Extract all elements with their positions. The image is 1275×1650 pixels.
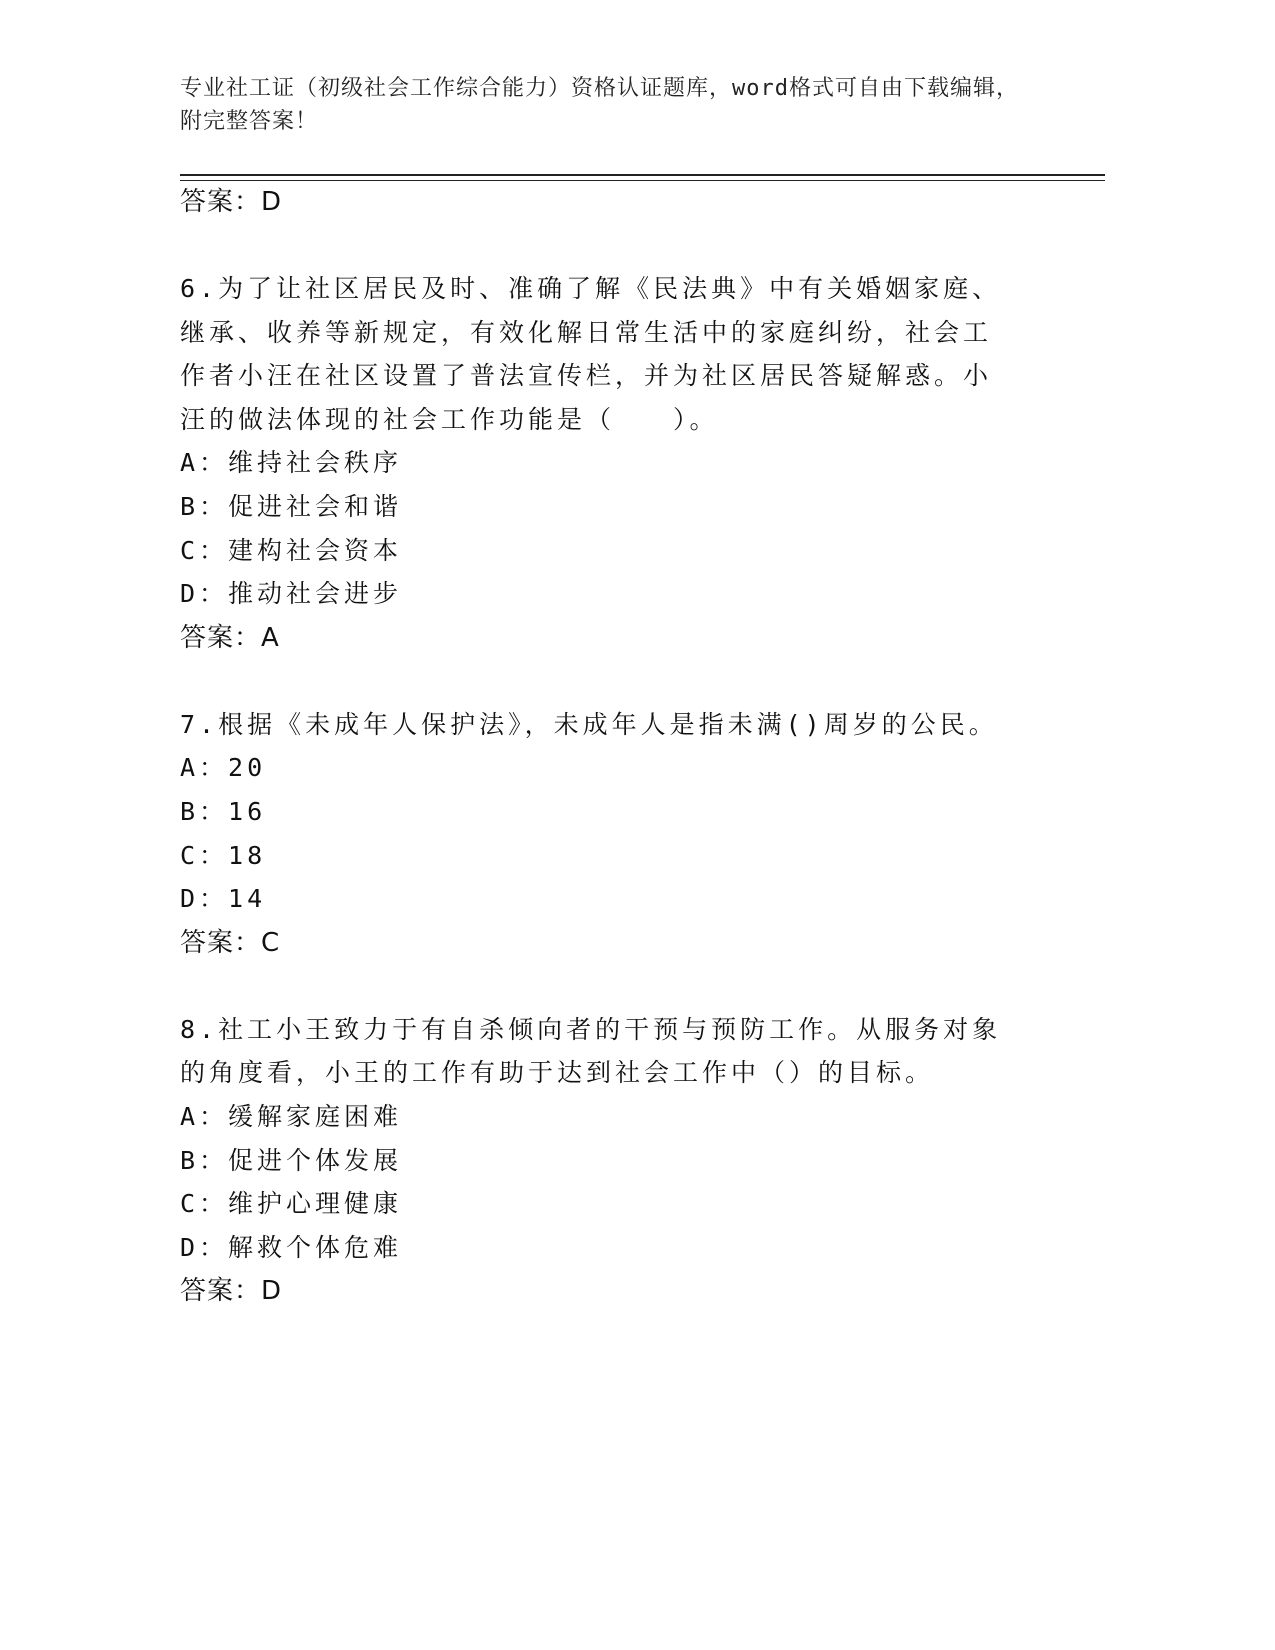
option-d: D：推动社会进步: [180, 579, 403, 609]
option-d: D：解救个体危难: [180, 1232, 403, 1262]
answer-line: 答案：C: [180, 927, 281, 958]
spacer: [180, 965, 1040, 1008]
spacer: [180, 224, 1040, 267]
option-c: C：18: [180, 840, 267, 870]
header-title: 专业社工证（初级社会工作综合能力）资格认证题库，word格式可自由下载编辑，附完整答案！: [180, 76, 1019, 134]
question-text: 6.为了让社区居民及时、准确了解《民法典》中有关婚姻家庭、继承、收养等新规定，有效化解日常生活中的家庭纠纷，社会工作者小汪在社区设置了普法宣传栏，并为社区居民答疑解惑。小汪的做法体现的社会工作功能是（ ）。: [180, 274, 1002, 434]
question-block: [180, 703, 1040, 965]
answer-line: 答案：A: [180, 622, 280, 653]
question-list: [180, 180, 1040, 1313]
option-a: A：缓解家庭困难: [180, 1101, 403, 1131]
spacer: [180, 660, 1040, 703]
document-header: [180, 72, 1040, 138]
option-b: B：促进社会和谐: [180, 491, 403, 521]
answer-line: 答案：D: [180, 187, 283, 217]
option-b: B：促进个体发展: [180, 1145, 403, 1175]
question-block: [180, 1008, 1040, 1314]
question-text: 7.根据《未成年人保护法》，未成年人是指未满()周岁的公民。: [180, 709, 998, 739]
option-a: A：维持社会秩序: [180, 448, 403, 478]
option-d: D：14: [180, 884, 267, 914]
question-block: [180, 267, 1040, 660]
option-a: A：20: [180, 753, 267, 783]
question-text: 8.社工小王致力于有自杀倾向者的干预与预防工作。从服务对象的角度看，小王的工作有助于达到社会工作中（）的目标。: [180, 1014, 1002, 1088]
option-c: C：维护心理健康: [180, 1189, 403, 1219]
answer-line: 答案：D: [180, 1276, 283, 1307]
option-c: C：建构社会资本: [180, 535, 403, 565]
option-b: B：16: [180, 796, 267, 826]
